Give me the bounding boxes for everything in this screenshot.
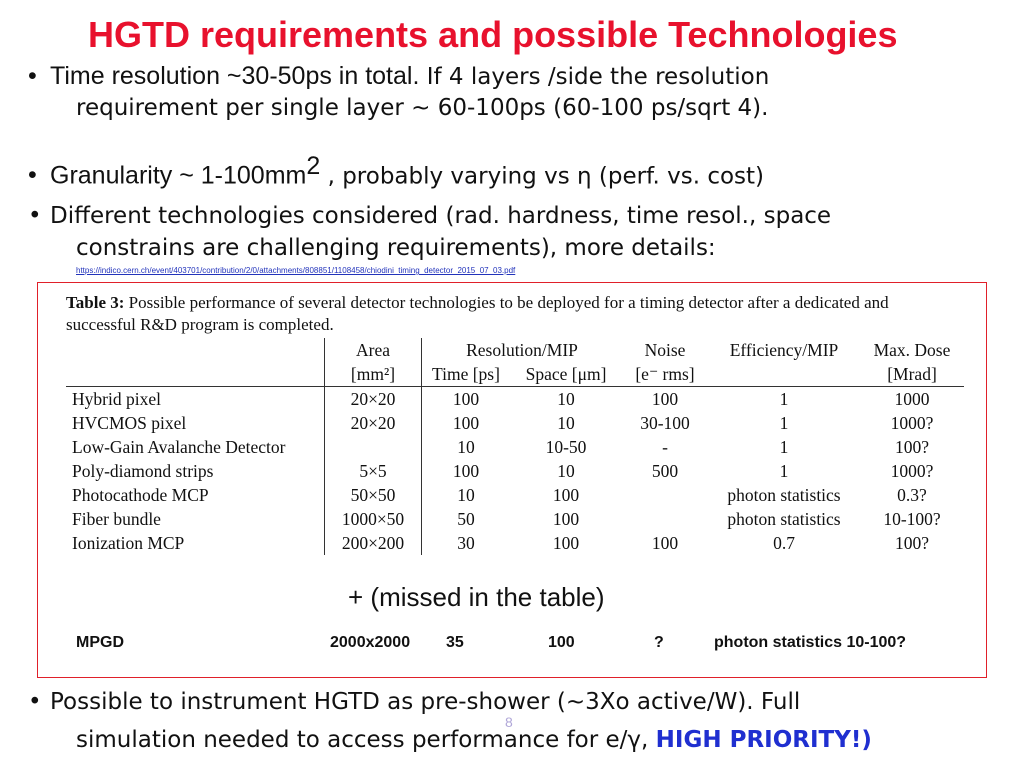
table-header-row (66, 338, 964, 362)
cell-noise: - (662, 436, 668, 457)
technology-name: Poly-diamond strips (66, 459, 325, 483)
header-max-dose: Max. Dose (873, 339, 951, 360)
header-noise-unit: [e⁻ rms] (622, 362, 708, 387)
header-noise: Noise (644, 339, 686, 360)
cell-efficiency: 1 (779, 436, 789, 457)
bullet-dot: • (28, 203, 42, 229)
cell-efficiency: 1 (779, 460, 789, 481)
cell-area: 20×20 (325, 411, 422, 435)
bullet-time-resolution-lead: Time resolution ~30-50ps in total. (50, 62, 420, 90)
header-efficiency: Efficiency/MIP (729, 339, 839, 360)
table-row (66, 483, 964, 507)
missed-in-table-note: + (missed in the table) (348, 582, 605, 612)
bullet-time-resolution-line2: requirement per single layer ~ 60-100ps (60-100 ps/sqrt 4). (76, 95, 769, 121)
cell-noise: 30-100 (640, 412, 690, 433)
bullet-technologies-line1: Different technologies considered (rad. hardness, time resol., space (50, 203, 832, 229)
table-row (66, 507, 964, 531)
cell-area: 20×20 (325, 387, 422, 412)
header-area: Area (325, 338, 422, 362)
bullet-dot: • (28, 161, 37, 190)
slide-title: HGTD requirements and possible Technologies (88, 14, 898, 55)
table-row (66, 411, 964, 435)
bullet-preshower-line2-text: simulation needed to access performance for e/γ, (76, 727, 656, 753)
technology-name: HVCMOS pixel (66, 411, 325, 435)
indico-link[interactable]: https://indico.cern.ch/event/403701/contribution/2/0/attachments/808851/1108458/chiodini_timing_detector_2015_07_03.pdf (76, 266, 516, 275)
bullet-technologies (28, 200, 831, 232)
cell-noise: 500 (651, 460, 679, 481)
header-resolution: Resolution/MIP (466, 339, 578, 360)
cell-space: 100 (552, 532, 580, 553)
cell-noise (622, 507, 708, 531)
bullet-granularity-rest: , probably varying vs η (perf. vs. cost) (320, 163, 765, 190)
cell-efficiency: 1 (779, 412, 789, 433)
bullet-preshower-line2 (76, 724, 872, 756)
cell-time: 100 (452, 460, 480, 481)
mpgd-area: 2000x2000 (330, 634, 411, 651)
bullet-time-resolution (28, 60, 769, 93)
cell-time: 30 (457, 532, 475, 553)
mpgd-time: 35 (446, 634, 464, 651)
cell-space: 100 (552, 508, 580, 529)
header-time-unit: Time [ps] (422, 362, 511, 387)
table-row (66, 459, 964, 483)
mpgd-space: 100 (548, 634, 575, 651)
table-row (66, 435, 964, 459)
header-space-unit: Space [μm] (510, 362, 622, 387)
bullet-preshower (28, 686, 800, 718)
cell-max-dose: 1000? (890, 412, 934, 433)
cell-time: 100 (452, 412, 480, 433)
page-number: 8 (505, 714, 513, 730)
cell-max-dose: 0.3? (897, 484, 927, 505)
cell-area: 1000×50 (325, 507, 422, 531)
table-subheader-row (66, 362, 964, 387)
bullet-preshower-line1: Possible to instrument HGTD as pre-shower (~3Xo active/W). Full (50, 689, 801, 715)
table-caption-label: Table 3: (66, 293, 125, 312)
bullet-technologies-line2: constrains are challenging requirements), more details: (76, 235, 716, 261)
table-row (66, 531, 964, 555)
cell-space: 10 (557, 388, 575, 409)
cell-area: 200×200 (325, 531, 422, 555)
cell-area: 50×50 (325, 483, 422, 507)
bullet-time-resolution-rest: If 4 layers /side the resolution (419, 64, 770, 90)
cell-area: 5×5 (325, 459, 422, 483)
mpgd-efficiency-dose: photon statistics 10-100? (714, 634, 907, 651)
cell-noise: 100 (651, 388, 679, 409)
cell-time: 10 (457, 484, 475, 505)
cell-noise: 100 (651, 532, 679, 553)
cell-noise (622, 483, 708, 507)
mpgd-noise: ? (654, 634, 664, 651)
cell-max-dose: 1000? (890, 460, 934, 481)
cell-efficiency: photon statistics (727, 484, 841, 505)
cell-max-dose: 1000 (894, 388, 930, 409)
table-caption-text: Possible performance of several detector technologies to be deployed for a timing detector after a dedicated and successful R&D program is completed. (66, 293, 889, 334)
table-row (66, 387, 964, 412)
cell-max-dose: 10-100? (883, 508, 941, 529)
table-caption (66, 292, 946, 336)
cell-area (325, 435, 422, 459)
cell-space: 10 (557, 412, 575, 433)
cell-time: 100 (452, 388, 480, 409)
bullet-granularity-lead: Granularity ~ 1-100mm (50, 161, 307, 190)
technology-name: Hybrid pixel (66, 387, 325, 412)
cell-space: 10-50 (545, 436, 587, 457)
detector-technology-table (66, 338, 964, 555)
cell-max-dose: 100? (894, 532, 930, 553)
cell-efficiency: 0.7 (773, 532, 795, 553)
bullet-granularity (28, 150, 764, 192)
bullet-granularity-superscript: 2 (306, 152, 321, 180)
cell-time: 10 (457, 436, 475, 457)
header-area-unit: [mm²] (325, 362, 422, 387)
cell-space: 10 (557, 460, 575, 481)
header-efficiency-unit (708, 362, 860, 387)
technology-name: Fiber bundle (66, 507, 325, 531)
cell-space: 100 (552, 484, 580, 505)
technology-name: Ionization MCP (66, 531, 325, 555)
mpgd-name: MPGD (76, 634, 124, 651)
cell-time: 50 (457, 508, 475, 529)
cell-efficiency: photon statistics (727, 508, 841, 529)
cell-efficiency: 1 (779, 388, 789, 409)
bullet-dot: • (28, 689, 42, 715)
bullet-dot: • (28, 62, 37, 90)
high-priority-text: HIGH PRIORITY!) (655, 727, 872, 753)
technology-name: Photocathode MCP (66, 483, 325, 507)
technology-name: Low-Gain Avalanche Detector (66, 435, 325, 459)
header-dose-unit: [Mrad] (860, 362, 964, 387)
cell-max-dose: 100? (894, 436, 930, 457)
